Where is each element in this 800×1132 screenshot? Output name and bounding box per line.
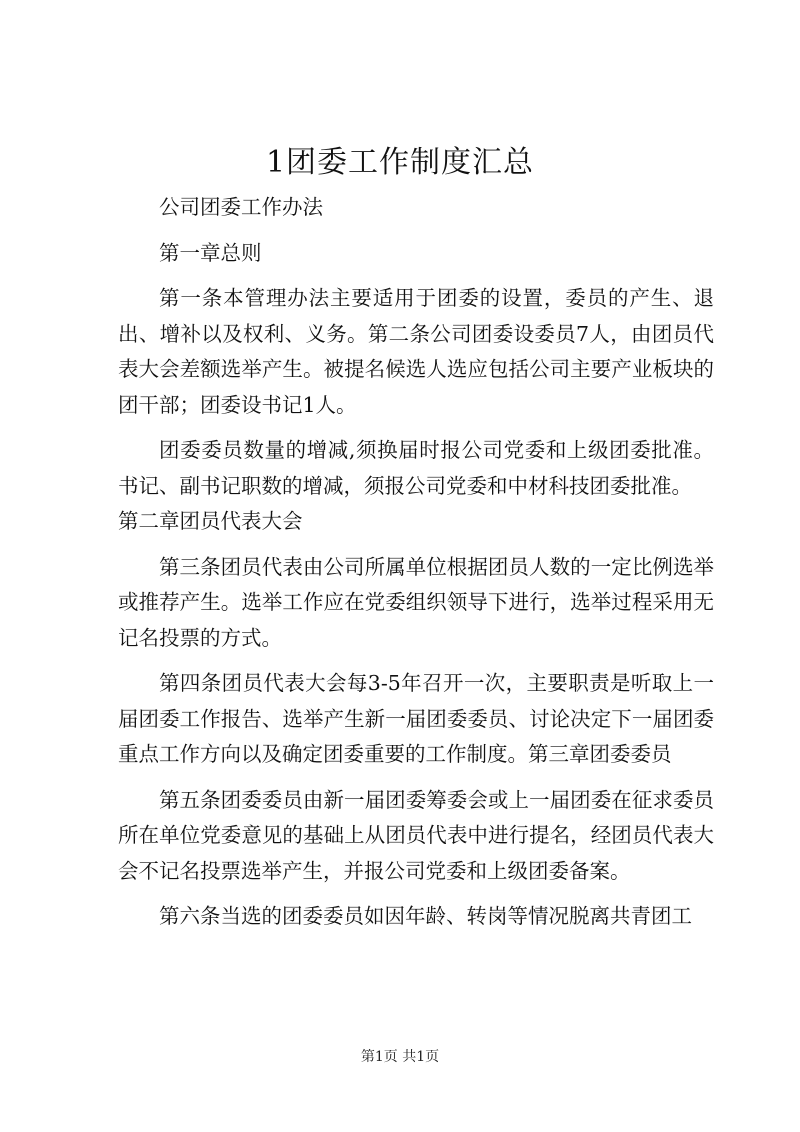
document-body [118,190,714,935]
paragraph-chapter-1: 第一章总则 [159,240,262,265]
paragraph-article-5: 第五条团委委员由新一届团委筹委会或上一届团委在征求委员所在单位党委意见的基础上从团员代表中进行提名，经团员代表大会不记名投票选举产生，并报公司党委和上级团委备案。 [118,787,714,883]
paragraph-member-count: 团委委员数量的增减,须换届时报公司党委和上级团委批准。书记、副书记职数的增减，须报公司党委和中材科技团委批准。 [118,438,714,498]
paragraph-article-3: 第三条团员代表由公司所属单位根据团员人数的一定比例选举或推荐产生。选举工作应在党委组织领导下进行，选举过程采用无记名投票的方式。 [118,554,714,650]
paragraph-chapter-2: 第二章团员代表大会 [118,509,303,533]
paragraph-article-6: 第六条当选的团委委员如因年龄、转岗等情况脱离共青团工 [159,904,692,928]
paragraph-article-4: 第四条团员代表大会每3-5年召开一次，主要职责是听取上一届团委工作报告、选举产生新一届团委委员、讨论决定下一届团委重点工作方向以及确定团委重要的工作制度。第三章团委委员 [118,671,714,766]
paragraph-article-1: 第一条本管理办法主要适用于团委的设置，委员的产生、退出、增补以及权利、义务。第二条公司团委设委员7人，由团员代表大会差额选举产生。被提名候选人选应包括公司主要产业板块的团干部；团委设书记1人。 [118,286,714,417]
page-number-footer: 第1页 共1页 [360,1049,440,1065]
paragraph-subtitle: 公司团委工作办法 [159,195,323,219]
document-title: 1团委工作制度汇总 [265,145,535,180]
